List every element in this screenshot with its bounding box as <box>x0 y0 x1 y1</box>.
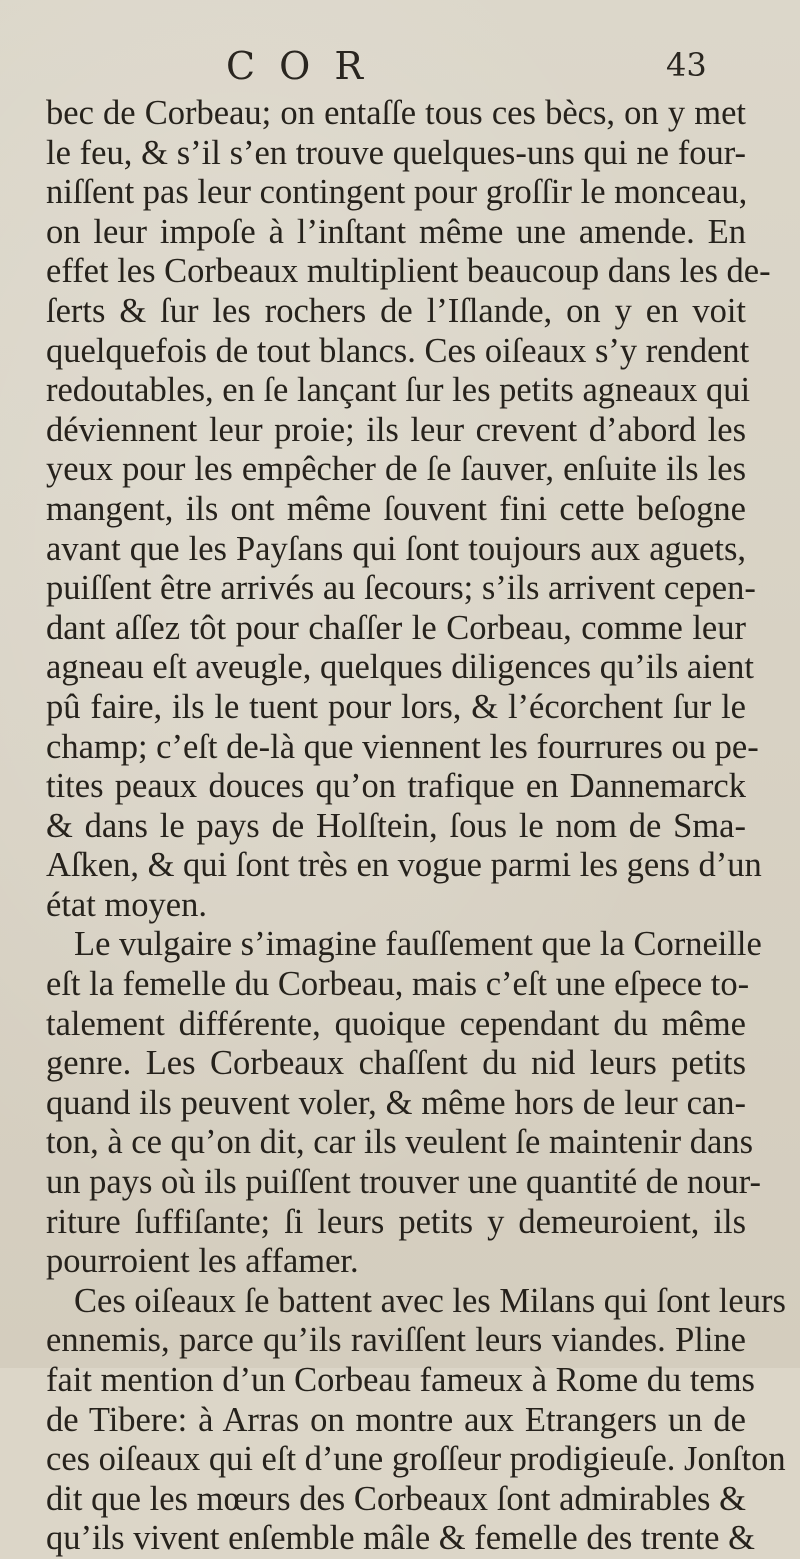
text-line: pû faire, ils le tuent pour lors, & l’écorchent ſur le <box>46 687 746 726</box>
text-line: un pays où ils puiſſent trouver une quantité de nour- <box>46 1163 762 1202</box>
paragraph <box>46 1281 786 1559</box>
page-header <box>0 40 800 96</box>
text-line: quand ils peuvent voler, & même hors de leur can- <box>46 1083 746 1122</box>
text-line: dant aſſez tôt pour chaſſer le Corbeau, comme leur <box>46 608 746 647</box>
text-line: effet les Corbeaux multiplient beaucoup dans les de- <box>46 252 771 291</box>
text-line: puiſſent être arrivés au ſecours; s’ils arrivent cepen- <box>46 569 756 608</box>
text-line: pourroient les affamer. <box>46 1242 359 1281</box>
text-line: fait mention d’un Corbeau fameux à Rome du tems <box>46 1361 755 1399</box>
text-line: bec de Corbeau; on entaſſe tous ces bècs, on y met <box>46 94 746 132</box>
text-line: mangent, ils ont même ſouvent fini cette beſogne <box>46 489 746 528</box>
text-line: redoutables, en ſe lançant ſur les petits agneaux qui <box>46 371 751 410</box>
text-line: eſt la femelle du Corbeau, mais c’eſt une eſpece to- <box>46 965 750 1004</box>
text-line: ſerts & ſur les rochers de l’Iſlande, on y en voit <box>46 291 746 330</box>
text-line: avant que les Payſans qui ſont toujours aux aguets, <box>46 529 746 568</box>
text-line: ton, à ce qu’on dit, car ils veulent ſe maintenir dans <box>46 1123 754 1162</box>
running-head: C O R <box>226 44 369 88</box>
paragraph <box>46 94 771 925</box>
page-number: 43 <box>666 46 707 84</box>
text-line: & dans le pays de Holſtein, ſous le nom de Sma- <box>46 806 746 845</box>
text-line: riture ſuffiſante; ſi leurs petits y demeuroient, ils <box>46 1202 746 1241</box>
text-line: on leur impoſe à l’inſtant même une amende. En <box>46 212 746 251</box>
text-line: ennemis, parce qu’ils raviſſent leurs viandes. Pline <box>46 1321 746 1360</box>
text-line: quelquefois de tout blancs. Ces oiſeaux s’y rendent <box>46 331 750 370</box>
text-line: qu’ils vivent enſemble mâle & femelle des trente & <box>46 1519 755 1558</box>
text-line: niſſent pas leur contingent pour groſſir le monceau, <box>46 173 748 212</box>
text-line: genre. Les Corbeaux chaſſent du nid leurs petits <box>46 1044 746 1083</box>
text-line: yeux pour les empêcher de ſe ſauver, enſuite ils les <box>46 450 746 489</box>
text-line: ces oiſeaux qui eſt d’une groſſeur prodigieuſe. Jonſton <box>46 1440 786 1479</box>
body-text <box>46 94 786 1559</box>
text-line: de Tibere: à Arras on montre aux Etrangers un de <box>46 1400 746 1439</box>
text-line: agneau eſt aveugle, quelques diligences qu’ils aient <box>46 648 754 687</box>
text-line: champ; c’eſt de-là que viennent les fourrures ou pe- <box>46 727 759 766</box>
text-line: talement différente, quoique cependant du même <box>46 1004 746 1043</box>
text-line: le feu, & s’il s’en trouve quelques-uns qui ne four- <box>46 133 746 172</box>
text-line: dit que les mœurs des Corbeaux ſont admirables & <box>46 1479 746 1518</box>
text-line: état moyen. <box>46 885 207 924</box>
text-line: Le vulgaire s’imagine fauſſement que la Corneille <box>74 925 762 964</box>
text-line: déviennent leur proie; ils leur crevent d’abord les <box>46 410 746 449</box>
text-line: Aſken, & qui ſont très en vogue parmi les gens d’un <box>46 846 762 885</box>
text-line: tites peaux douces qu’on trafique en Dannemarck <box>46 767 746 806</box>
text-line: Ces oiſeaux ſe battent avec les Milans qui ſont leurs <box>74 1281 786 1320</box>
paragraph <box>46 925 762 1281</box>
